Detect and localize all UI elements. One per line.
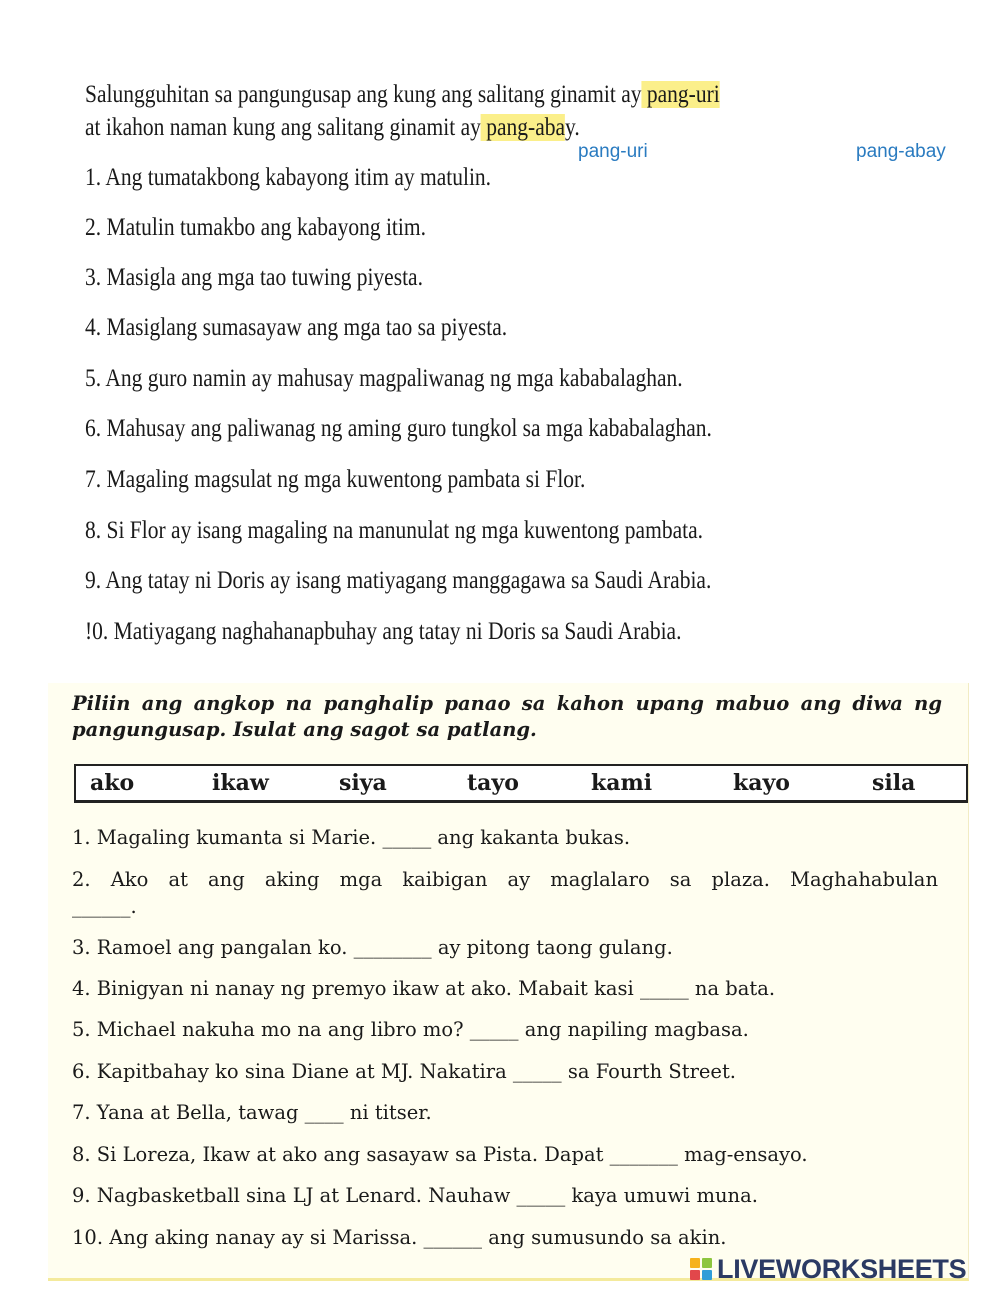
part2-item-1[interactable]: 1. Magaling kumanta si Marie. _____ ang kakanta bukas. (72, 826, 631, 849)
part2-item-8[interactable]: 8. Si Loreza, Ikaw at ako ang sasayaw sa Pista. Dapat _______ mag-ensayo. (72, 1143, 808, 1166)
part2-item-5[interactable]: 5. Michael nakuha mo na ang libro mo? _____ ang napiling magbasa. (72, 1018, 749, 1041)
part1-instruction-line-1: Salungguhitan sa pangungusap ang kung ang salitang ginamit ay pang-uri (85, 81, 720, 108)
word-bank-ako: ako (90, 770, 135, 796)
part1-instructions (85, 78, 799, 144)
part1-item-4[interactable]: 4. Masiglang sumasayaw ang mga tao sa piyesta. (85, 314, 508, 341)
part2-item-9[interactable]: 9. Nagbasketball sina LJ at Lenard. Nauhaw _____ kaya umuwi muna. (72, 1184, 758, 1207)
word-bank-siya: siya (339, 770, 387, 796)
part2-instructions: Piliin ang angkop na panghalip panao sa kahon upang mabuo ang diwa ng pangungusap. Isulat ang sagot sa patlang. (72, 692, 942, 741)
part1-item-9[interactable]: 9. Ang tatay ni Doris ay isang matiyagang manggagawa sa Saudi Arabia. (85, 567, 712, 594)
word-bank-ikaw: ikaw (212, 770, 269, 796)
part1-item-5[interactable]: 5. Ang guro namin ay mahusay magpaliwanag ng mga kababalaghan. (85, 365, 683, 392)
logo-square-2 (702, 1258, 712, 1268)
liveworksheets-logo[interactable] (690, 1254, 966, 1284)
highlight-pang-uri: pang-uri (641, 81, 720, 108)
logo-square-4 (702, 1270, 712, 1280)
column-label-pang-abay: pang-abay (856, 141, 946, 162)
word-bank-kayo: kayo (733, 770, 790, 796)
highlight-pang-abay: pang-aba (480, 114, 566, 141)
part2-item-6[interactable]: 6. Kapitbahay ko sina Diane at MJ. Nakatira _____ sa Fourth Street. (72, 1060, 736, 1083)
word-bank-kami: kami (591, 770, 653, 796)
word-bank-sila: sila (872, 770, 916, 796)
part1-item-6[interactable]: 6. Mahusay ang paliwanag ng aming guro tungkol sa mga kababalaghan. (85, 415, 712, 442)
logo-text: LIVEWORKSHEETS (717, 1253, 967, 1284)
part1-item-7[interactable]: 7. Magaling magsulat ng mga kuwentong pambata si Flor. (85, 466, 586, 493)
part1-item-3[interactable]: 3. Masigla ang mga tao tuwing piyesta. (85, 264, 423, 291)
logo-square-3 (690, 1270, 700, 1280)
part1-instruction-line-2: at ikahon naman kung ang salitang ginamit ay pang-abay. (85, 114, 580, 141)
part2-item-7[interactable]: 7. Yana at Bella, tawag ____ ni titser. (72, 1101, 432, 1124)
part1-item-10[interactable]: !0. Matiyagang naghahanapbuhay ang tatay ni Doris sa Saudi Arabia. (85, 618, 682, 645)
part2-item-2[interactable]: 2. Ako at ang aking mga kaibigan ay maglalaro sa plaza. Maghahabulan (72, 868, 938, 891)
part1-item-1[interactable]: 1. Ang tumatakbong kabayong itim ay matulin. (85, 164, 492, 191)
logo-square-1 (690, 1258, 700, 1268)
column-label-pang-uri: pang-uri (578, 141, 648, 162)
part1-item-2[interactable]: 2. Matulin tumakbo ang kabayong itim. (85, 214, 426, 241)
word-bank-box (74, 764, 968, 803)
part2-item-4[interactable]: 4. Binigyan ni nanay ng premyo ikaw at ako. Mabait kasi _____ na bata. (72, 977, 776, 1000)
liveworksheets-grid-icon (690, 1258, 712, 1280)
part2-item-10[interactable]: 10. Ang aking nanay ay si Marissa. ______ ang sumusundo sa akin. (72, 1226, 727, 1249)
part1-item-8[interactable]: 8. Si Flor ay isang magaling na manunulat ng mga kuwentong pambata. (85, 517, 704, 544)
part2-item-2-blank[interactable]: ______. (72, 895, 137, 918)
part2-item-3[interactable]: 3. Ramoel ang pangalan ko. ________ ay pitong taong gulang. (72, 936, 673, 959)
word-bank-tayo: tayo (467, 770, 519, 796)
